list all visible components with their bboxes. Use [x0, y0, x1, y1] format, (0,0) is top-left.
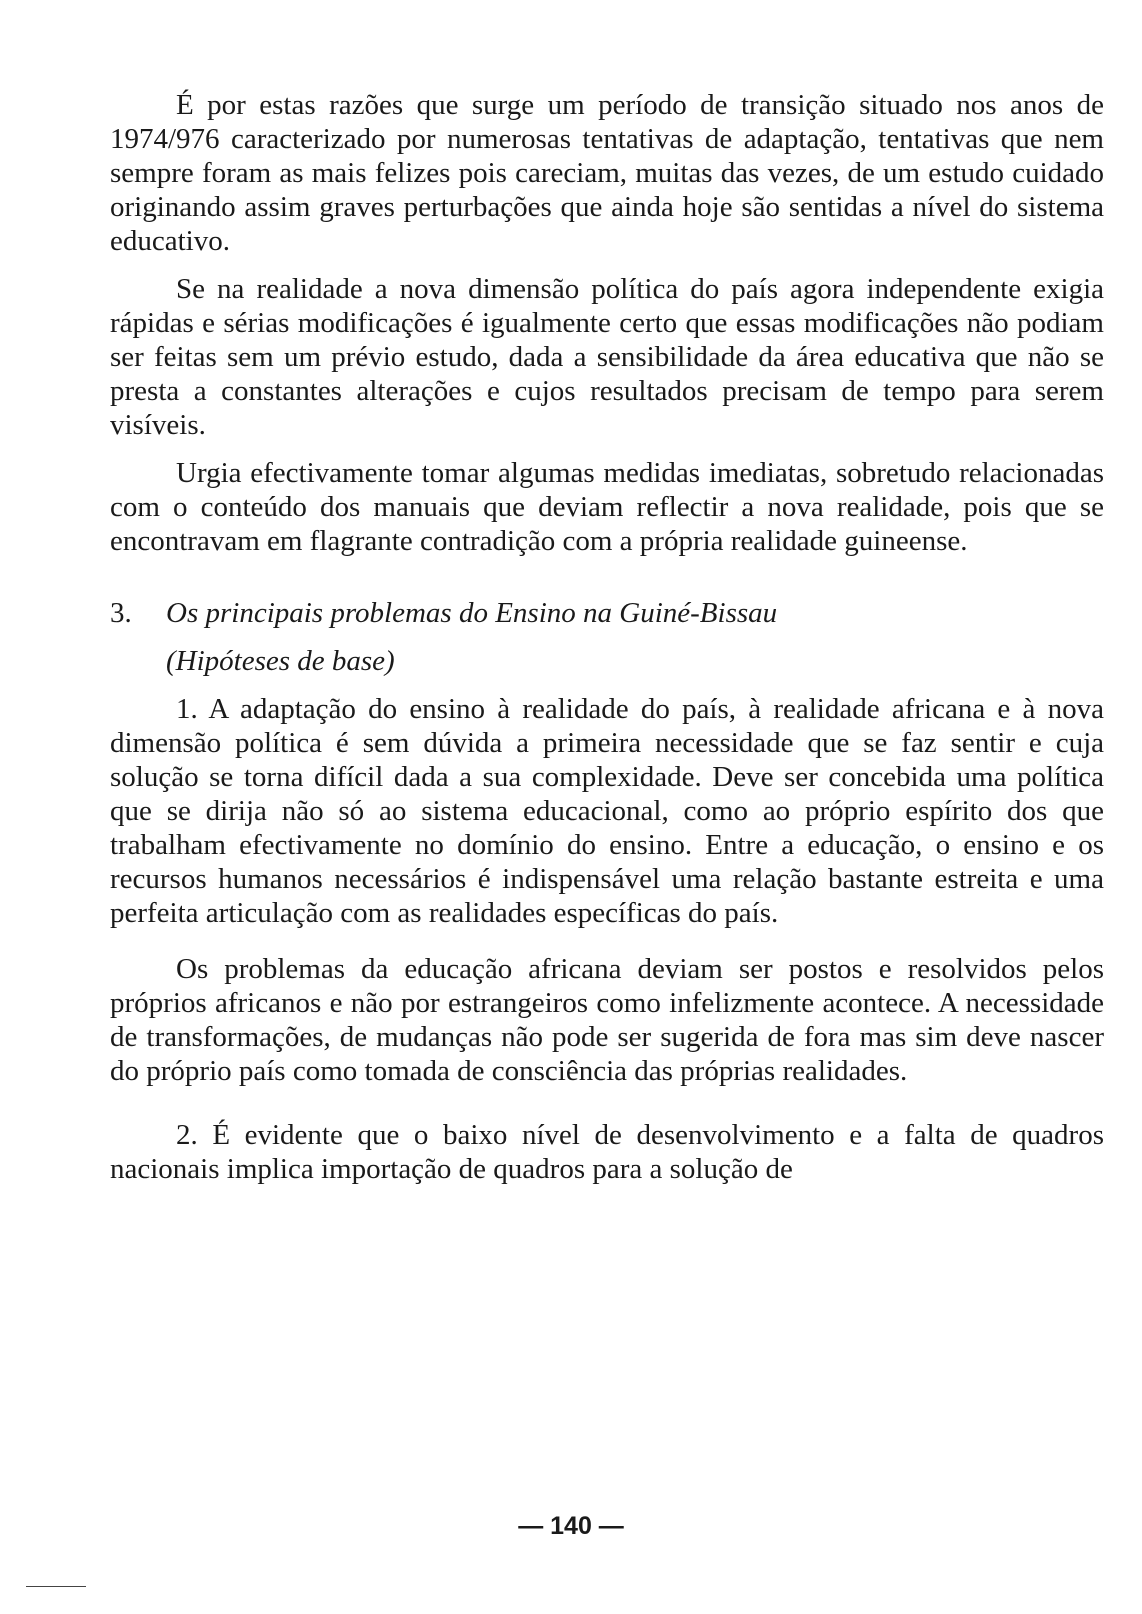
- section-heading: [110, 596, 1104, 630]
- section-title: Os principais problemas do Ensino na Guiné-Bissau: [166, 597, 778, 629]
- paragraph-urgent-measures: Urgia efectivamente tomar algumas medidas imediatas, sobretudo relacionadas com o conteúdo dos manuais que deviam reflectir a nova realidade, pois que se encontravam em flagrante contradição com a própria realidade guineense.: [110, 457, 1104, 557]
- section-subtitle: (Hipóteses de base): [166, 645, 395, 677]
- paragraph-transition-period: É por estas razões que surge um período de transição situado nos anos de 1974/976 caracterizado por numerosas tentativas de adaptação, tentativas que nem sempre foram as mais felizes pois careciam, muitas das vezes, de um estudo cuidado originando assim graves perturbações que ainda hoje são sentidas a nível do sistema educativo.: [110, 89, 1104, 257]
- page-number: — 140 —: [518, 1512, 624, 1540]
- paragraph-african-problems: Os problemas da educação africana deviam ser postos e resolvidos pelos próprios africanos e não por estrangeiros como infelizmente acontece. A necessidade de transformações, de mudanças não pode ser sugerida de fora mas sim deve nascer do próprio país como tomada de consciência das próprias realidades.: [110, 953, 1104, 1087]
- paragraph-political-dimension: Se na realidade a nova dimensão política do país agora independente exigia rápidas e sérias modificações é igualmente certo que essas modificações não podiam ser feitas sem um prévio estudo, dada a sensibilidade da área educativa que não se presta a constantes alterações e cujos resultados precisam de tempo para serem visíveis.: [110, 273, 1104, 441]
- page-body: [110, 88, 1104, 1186]
- section-number: 3.: [110, 597, 132, 629]
- paragraph-point-2: 2. É evidente que o baixo nível de desenvolvimento e a falta de quadros nacionais implica importação de quadros para a solução de: [110, 1119, 1104, 1185]
- footer-rule: [26, 1586, 86, 1587]
- paragraph-point-1: 1. A adaptação do ensino à realidade do país, à realidade africana e à nova dimensão política é sem dúvida a primeira necessidade que se faz sentir e cuja solução se torna difícil dada a sua complexidade. Deve ser concebida uma política que se dirija não só ao sistema educacional, como ao próprio espírito dos que trabalham efectivamente no domínio do ensino. Entre a educação, o ensino e os recursos humanos necessários é indispensável uma relação bastante estreita e uma perfeita articulação com as realidades específicas do país.: [110, 693, 1104, 929]
